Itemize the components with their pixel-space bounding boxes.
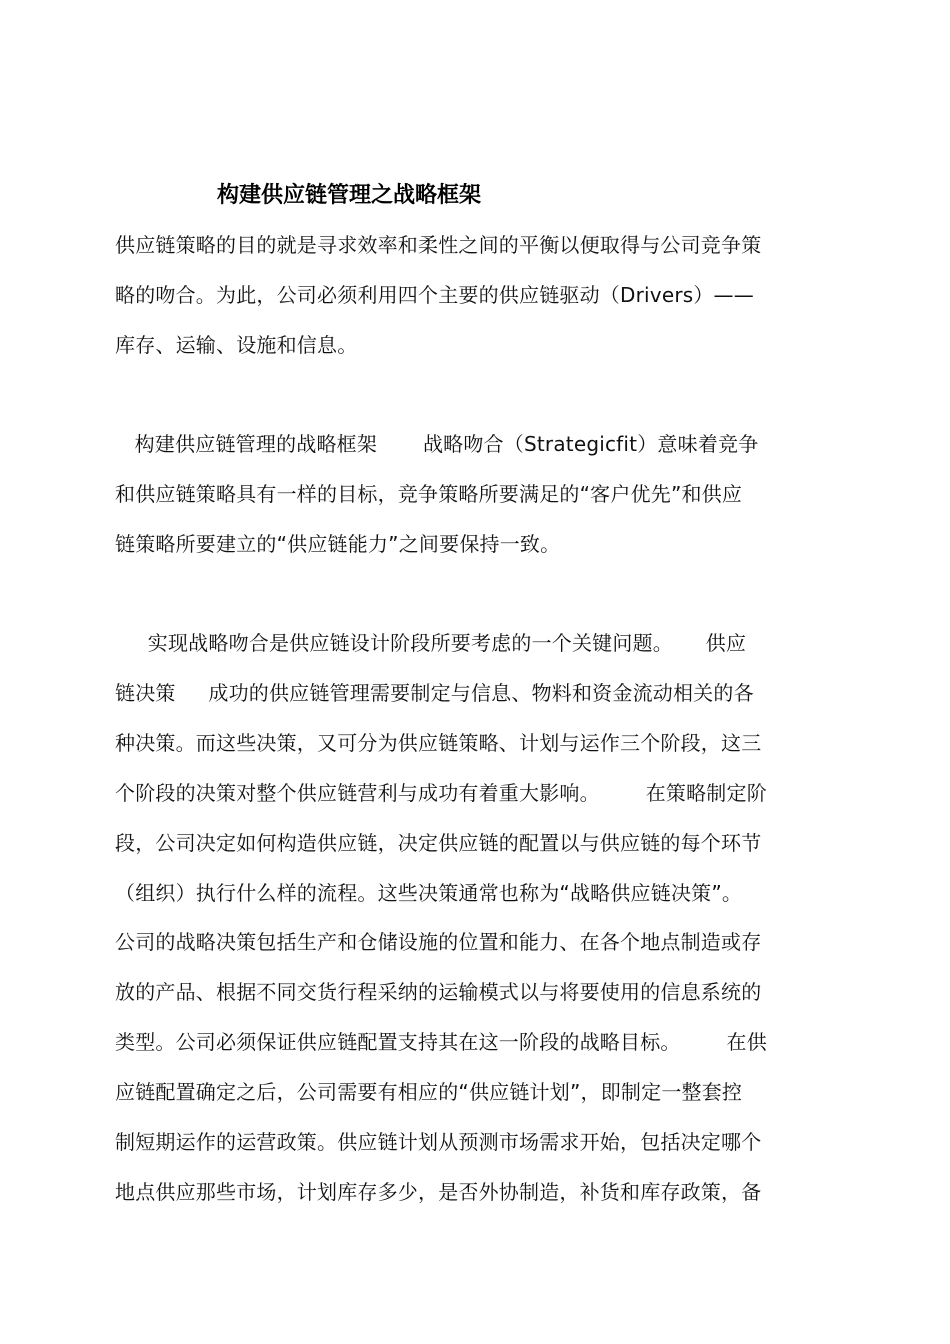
text-line: 应链配置确定之后，公司需要有相应的“供应链计划”，即制定一整套控 — [115, 1080, 743, 1104]
text-line: 链决策 成功的供应链管理需要制定与信息、物料和资金流动相关的各 — [115, 681, 754, 705]
text-line: 构建供应链管理的战略框架 战略吻合（Strategicfit）意味着竞争 — [115, 432, 759, 456]
text-line: 个阶段的决策对整个供应链营利与成功有着重大影响。 在策略制定阶 — [115, 781, 767, 805]
text-line: 地点供应那些市场，计划库存多少，是否外协制造，补货和库存政策，备 — [115, 1180, 762, 1204]
text-line: 和供应链策略具有一样的目标，竞争策略所要满足的“客户优先”和供应 — [115, 482, 743, 506]
text-line: 公司的战略决策包括生产和仓储设施的位置和能力、在各个地点制造或存 — [115, 930, 762, 954]
text-line: 库存、运输、设施和信息。 — [115, 333, 358, 357]
text-line: 略的吻合。为此，公司必须利用四个主要的供应链驱动（Drivers）—— — [115, 283, 754, 307]
text-line: 放的产品、根据不同交货行程采纳的运输模式以与将要使用的信息系统的 — [115, 980, 762, 1004]
text-line: 种决策。而这些决策，又可分为供应链策略、计划与运作三个阶段，这三 — [115, 731, 762, 755]
text-line: 实现战略吻合是供应链设计阶段所要考虑的一个关键问题。 供应 — [115, 631, 747, 655]
text-line: 类型。公司必须保证供应链配置支持其在这一阶段的战略目标。 在供 — [115, 1030, 767, 1054]
document-title: 构建供应链管理之战略框架 — [217, 183, 482, 208]
text-line: 制短期运作的运营政策。供应链计划从预测市场需求开始，包括决定哪个 — [115, 1130, 762, 1154]
text-line: 供应链策略的目的就是寻求效率和柔性之间的平衡以便取得与公司竞争策 — [115, 233, 762, 257]
text-line: （组织）执行什么样的流程。这些决策通常也称为“战略供应链决策”。 — [115, 881, 743, 905]
text-line: 链策略所要建立的“供应链能力”之间要保持一致。 — [115, 532, 561, 556]
text-line: 段，公司决定如何构造供应链，决定供应链的配置以与供应链的每个环节 — [115, 831, 762, 855]
